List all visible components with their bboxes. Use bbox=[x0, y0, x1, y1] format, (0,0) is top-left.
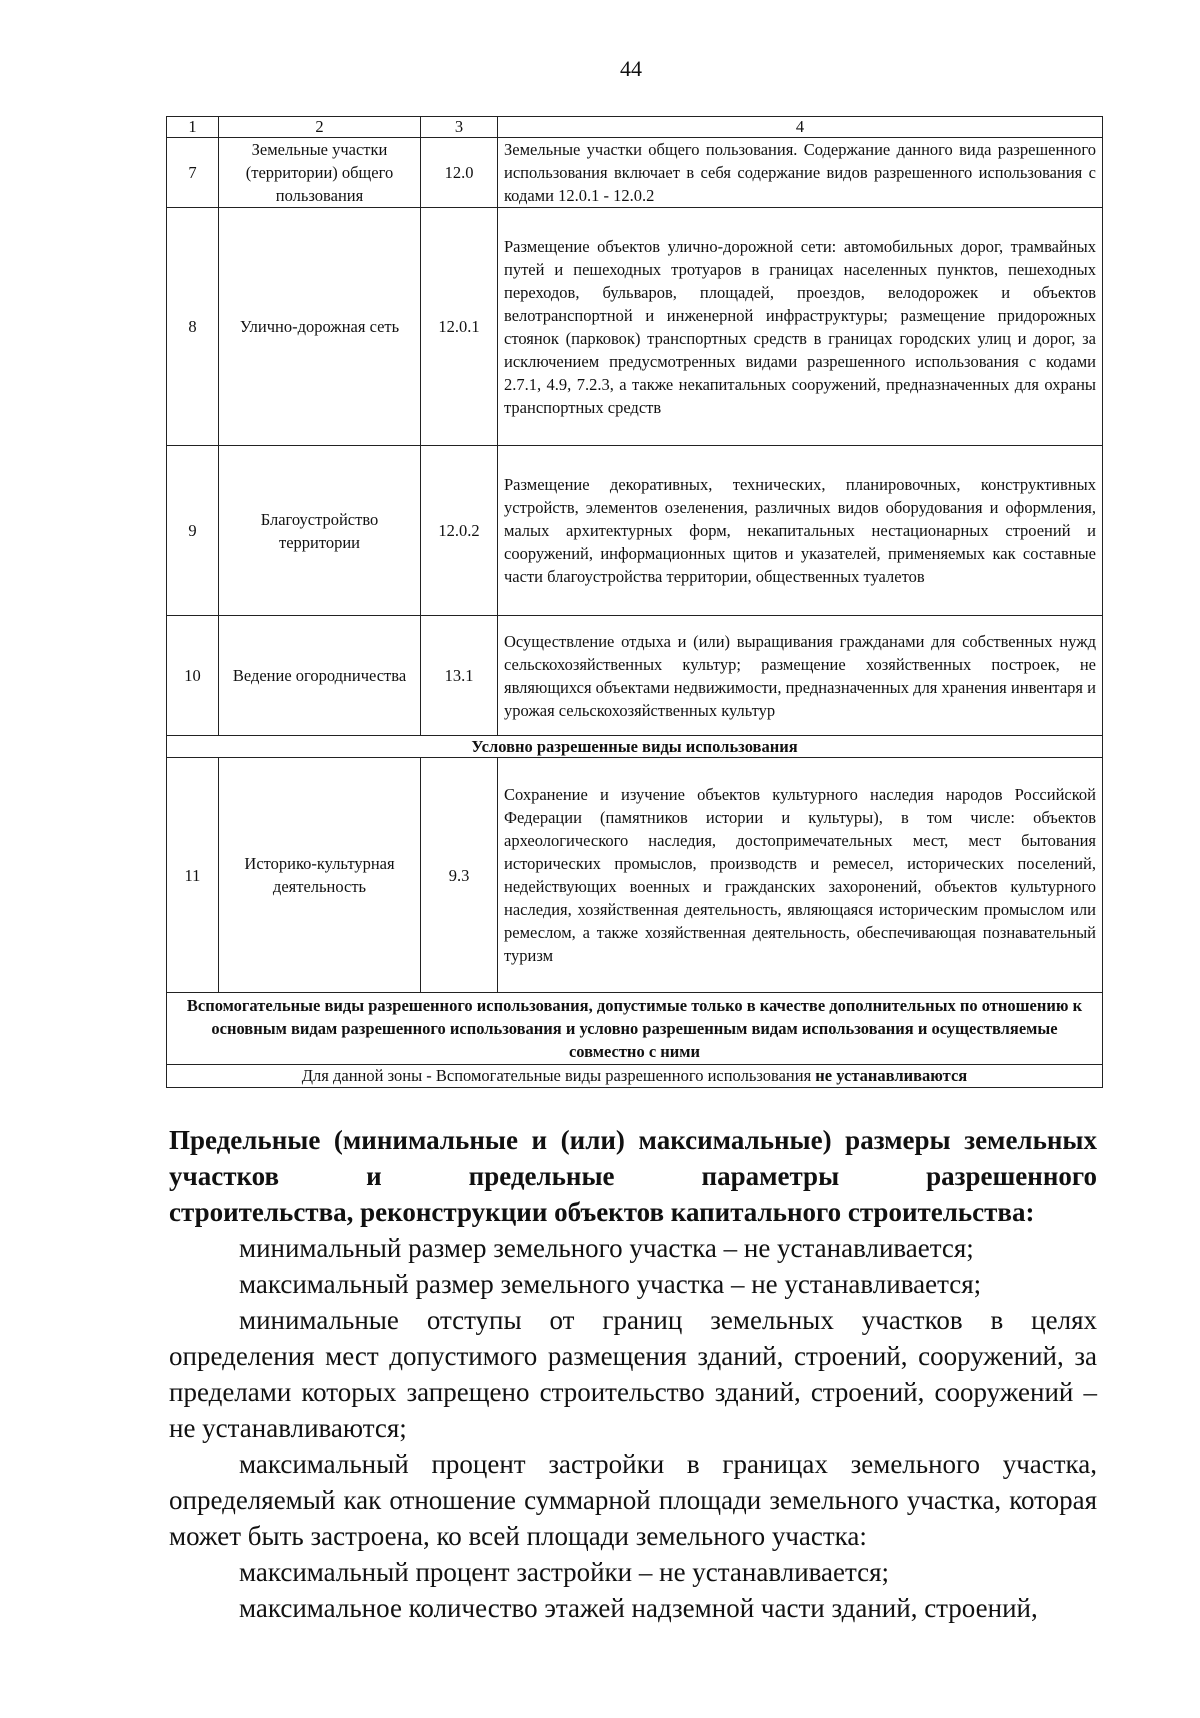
use-type-code: 13.1 bbox=[421, 616, 498, 736]
use-type-code: 12.0.2 bbox=[421, 446, 498, 616]
use-type-name: Ведение огородничества bbox=[219, 616, 421, 736]
section-title-conditional: Условно разрешенные виды использования bbox=[167, 736, 1103, 758]
header-cell: 1 bbox=[167, 117, 219, 138]
table-row bbox=[167, 446, 1103, 616]
auxiliary-note-row bbox=[167, 1065, 1103, 1088]
use-type-name: Историко-культурная деятельность bbox=[219, 758, 421, 993]
section-row-auxiliary bbox=[167, 993, 1103, 1065]
header-cell: 2 bbox=[219, 117, 421, 138]
paragraph: минимальный размер земельного участка – не устанавливается; bbox=[239, 1233, 974, 1263]
use-type-name: Улично-дорожная сеть bbox=[219, 208, 421, 446]
use-type-code: 12.0 bbox=[421, 138, 498, 208]
use-type-code: 9.3 bbox=[421, 758, 498, 993]
table-row bbox=[167, 138, 1103, 208]
table-row bbox=[167, 208, 1103, 446]
header-cell: 4 bbox=[498, 117, 1103, 138]
paragraph: минимальные отступы от границ земельных участков в целях определения мест допустимого размещения зданий, строений, сооружений, за пределами которых запрещено строительство зданий, строений, сооружений – не устанавливаются; bbox=[169, 1305, 1097, 1443]
use-type-name: Земельные участки (территории) общего пользования bbox=[219, 138, 421, 208]
row-number: 11 bbox=[167, 758, 219, 993]
heading-line-2: строительства, реконструкции объектов капитального строительства: bbox=[169, 1197, 1035, 1227]
row-number: 10 bbox=[167, 616, 219, 736]
use-type-code: 12.0.1 bbox=[421, 208, 498, 446]
table-row bbox=[167, 616, 1103, 736]
page-number: 44 bbox=[620, 56, 642, 81]
auxiliary-note bbox=[167, 1065, 1103, 1088]
paragraph: максимальный размер земельного участка – не устанавливается; bbox=[239, 1269, 982, 1299]
body-text bbox=[169, 1122, 1097, 1626]
table-header-row bbox=[167, 117, 1103, 138]
heading-line-1: Предельные (минимальные и (или) максимальные) размеры земельных участков и предельные параметры разрешенного bbox=[169, 1125, 1097, 1191]
paragraph: максимальный процент застройки в границах земельного участка, определяемый как отношение суммарной площади земельного участка, которая может быть застроена, ко всей площади земельного участка: bbox=[169, 1449, 1097, 1551]
section-heading bbox=[169, 1122, 1097, 1230]
paragraph: максимальное количество этажей надземной части зданий, строений, bbox=[239, 1593, 1038, 1623]
row-number: 9 bbox=[167, 446, 219, 616]
use-type-description: Земельные участки общего пользования. Содержание данного вида разрешенного использования включает в себя содержание видов разрешенного использования с кодами 12.0.1 - 12.0.2 bbox=[498, 138, 1103, 208]
auxiliary-note-prefix: Для данной зоны - Вспомогательные виды разрешенного использования bbox=[301, 1066, 816, 1085]
row-number: 8 bbox=[167, 208, 219, 446]
section-title-auxiliary: Вспомогательные виды разрешенного использования, допустимые только в качестве дополнительных по отношению к основным видам разрешенного использования и условно разрешенным видам использования и осуществляемые совместно с ними bbox=[167, 993, 1103, 1065]
table-row bbox=[167, 758, 1103, 993]
use-type-description: Размещение объектов улично-дорожной сети: автомобильных дорог, трамвайных путей и пешеходных тротуаров в границах населенных пунктов, пешеходных переходов, бульваров, площадей, проездов, велодорожек и объектов велотранспортной и инженерной инфраструктуры; размещение придорожных стоянок (парковок) транспортных средств в границах городских улиц и дорог, за исключением предусмотренных видами разрешенного использования с кодами 2.7.1, 4.9, 7.2.3, а также некапитальных сооружений, предназначенных для охраны транспортных средств bbox=[498, 208, 1103, 446]
section-row-conditional bbox=[167, 736, 1103, 758]
paragraph: максимальный процент застройки – не устанавливается; bbox=[239, 1557, 890, 1587]
row-number: 7 bbox=[167, 138, 219, 208]
auxiliary-note-bold: не устанавливаются bbox=[815, 1066, 968, 1085]
use-type-description: Сохранение и изучение объектов культурного наследия народов Российской Федерации (памятников истории и культуры), в том числе: объектов археологического наследия, достопримечательных мест, мест бытования исторических промыслов, производств и ремесел, исторических поселений, недействующих военных и гражданских захоронений, объектов культурного наследия, хозяйственная деятельность, являющаяся историческим промыслом или ремеслом, а также хозяйственная деятельность, обеспечивающая познавательный туризм bbox=[498, 758, 1103, 993]
use-type-name: Благоустройство территории bbox=[219, 446, 421, 616]
use-type-description: Осуществление отдыха и (или) выращивания гражданами для собственных нужд сельскохозяйственных культур; размещение хозяйственных построек, не являющихся объектами недвижимости, предназначенных для хранения инвентаря и урожая сельскохозяйственных культур bbox=[498, 616, 1103, 736]
use-type-description: Размещение декоративных, технических, планировочных, конструктивных устройств, элементов озеленения, различных видов оборудования и оформления, малых архитектурных форм, некапитальных нестационарных строений и сооружений, информационных щитов и указателей, применяемых как составные части благоустройства территории, общественных туалетов bbox=[498, 446, 1103, 616]
land-use-table bbox=[166, 116, 1103, 1088]
header-cell: 3 bbox=[421, 117, 498, 138]
